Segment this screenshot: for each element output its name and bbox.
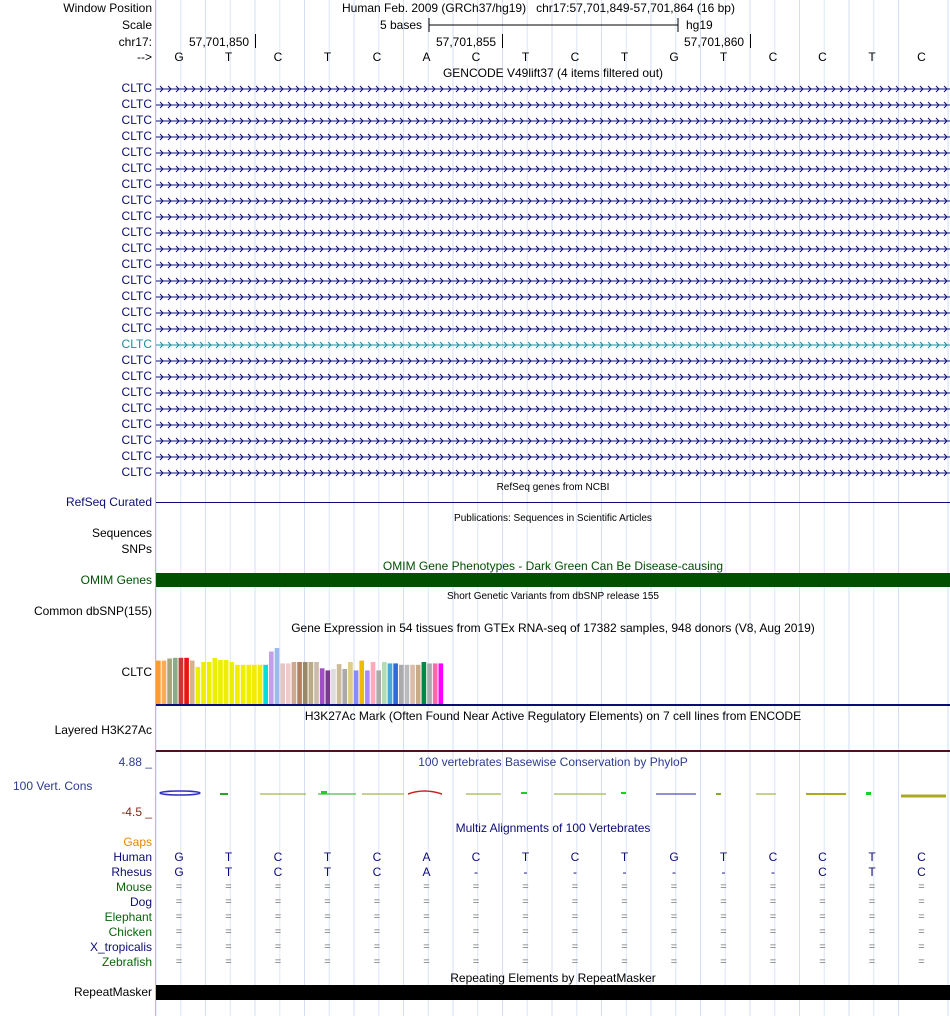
- base-letter: T: [620, 50, 629, 64]
- alignment-base: =: [769, 881, 777, 893]
- alignment-base: -: [771, 865, 775, 879]
- alignment-base: C: [917, 865, 926, 879]
- phylop-min-value: -4.5 _: [121, 805, 152, 819]
- gencode-transcript-feature[interactable]: [156, 275, 950, 287]
- alignment-base: =: [670, 881, 678, 893]
- gtex-tissue-bar[interactable]: [365, 670, 370, 704]
- alignment-base: =: [571, 926, 579, 938]
- gencode-transcript-label[interactable]: CLTC: [121, 273, 152, 287]
- alignment-base: =: [522, 881, 529, 893]
- alignment-base: =: [225, 881, 232, 893]
- alignment-base: =: [225, 911, 232, 923]
- h3k27ac-track-label[interactable]: Layered H3K27Ac: [54, 723, 152, 737]
- gtex-tissue-bar[interactable]: [229, 662, 234, 704]
- gencode-transcript-feature[interactable]: [156, 435, 950, 447]
- gencode-transcript-label[interactable]: CLTC: [121, 353, 152, 367]
- base-letter: T: [521, 50, 530, 64]
- alignment-base: =: [472, 881, 480, 893]
- alignment-base: C: [768, 850, 778, 864]
- gtex-tissue-bar[interactable]: [258, 665, 263, 704]
- omim-track-label[interactable]: OMIM Genes: [80, 573, 152, 587]
- alignment-base: =: [225, 896, 232, 908]
- alignment-base: =: [868, 956, 876, 968]
- species-label[interactable]: X_tropicalis: [89, 940, 152, 954]
- alignment-base: -: [474, 865, 478, 879]
- gtex-tissue-bar[interactable]: [173, 658, 178, 704]
- alignment-base: =: [324, 911, 331, 923]
- multiz-track-title: Multiz Alignments of 100 Vertebrates: [455, 821, 651, 835]
- gtex-track-title: Gene Expression in 54 tissues from GTEx RNA-seq of 17382 samples, 948 donors (V8, Aug 2019): [291, 621, 815, 635]
- alignment-base: =: [472, 911, 480, 923]
- gtex-tissue-bar[interactable]: [326, 670, 331, 704]
- gtex-tissue-bar[interactable]: [201, 662, 206, 704]
- alignment-base: =: [621, 881, 628, 893]
- base-letter: C: [917, 50, 926, 64]
- alignment-base: A: [422, 865, 431, 879]
- alignment-base: T: [521, 850, 530, 864]
- chrom-label: chr17:: [118, 35, 152, 49]
- alignment-base: =: [373, 911, 381, 923]
- base-letter: T: [323, 50, 332, 64]
- gencode-transcript-feature[interactable]: [156, 291, 950, 303]
- coord-tick: [750, 34, 751, 48]
- gencode-transcript-feature[interactable]: [156, 339, 950, 351]
- gtex-tissue-bar[interactable]: [331, 669, 336, 704]
- gencode-transcript-feature[interactable]: [156, 131, 950, 143]
- gencode-transcript-feature[interactable]: [156, 243, 950, 255]
- alignment-base: =: [324, 941, 331, 953]
- alignment-base: =: [621, 941, 628, 953]
- coord-label: 57,701,855: [436, 35, 497, 49]
- gtex-tissue-bar[interactable]: [342, 669, 347, 704]
- alignment-base: =: [274, 956, 282, 968]
- gtex-tissue-bar[interactable]: [280, 663, 285, 704]
- gaps-label: Gaps: [123, 835, 152, 849]
- gencode-transcript-label[interactable]: CLTC: [121, 401, 152, 415]
- position-text: chr17:57,701,849-57,701,864 (16 bp): [536, 1, 735, 15]
- alignment-base: =: [324, 956, 331, 968]
- alignment-base: =: [670, 896, 678, 908]
- alignment-base: =: [720, 941, 727, 953]
- gtex-tissue-bar[interactable]: [235, 665, 240, 704]
- alignment-base: =: [621, 956, 628, 968]
- alignment-base: -: [573, 865, 577, 879]
- scale-label: Scale: [121, 18, 152, 32]
- gtex-tissue-bar[interactable]: [156, 661, 161, 704]
- alignment-base: T: [323, 865, 332, 879]
- gencode-transcript-feature[interactable]: [156, 115, 950, 127]
- coord-tick: [255, 34, 256, 48]
- alignment-base: =: [423, 956, 430, 968]
- gencode-transcript-feature[interactable]: [156, 83, 950, 95]
- alignment-base: G: [174, 850, 184, 864]
- alignment-base: C: [818, 865, 827, 879]
- base-letter: T: [719, 50, 728, 64]
- base-letter: G: [174, 50, 184, 64]
- alignment-base: =: [720, 881, 727, 893]
- gencode-transcript-feature[interactable]: [156, 355, 950, 367]
- alignment-base: =: [373, 956, 381, 968]
- alignment-base: -: [672, 865, 676, 879]
- alignment-base: =: [472, 896, 480, 908]
- gtex-tissue-bar[interactable]: [286, 663, 291, 704]
- gencode-transcript-feature[interactable]: [156, 227, 950, 239]
- alignment-base: =: [571, 941, 579, 953]
- alignment-base: =: [868, 926, 876, 938]
- gtex-tissue-bar[interactable]: [427, 663, 432, 704]
- gtex-tissue-bar[interactable]: [218, 660, 223, 704]
- alignment-base: =: [819, 881, 826, 893]
- base-letter: C: [768, 50, 778, 64]
- alignment-base: =: [423, 911, 430, 923]
- alignment-base: =: [769, 896, 777, 908]
- alignment-base: =: [769, 926, 777, 938]
- alignment-base: =: [522, 926, 529, 938]
- alignment-base: =: [225, 926, 232, 938]
- gtex-tissue-bar[interactable]: [179, 658, 184, 704]
- alignment-base: -: [523, 865, 528, 879]
- species-label[interactable]: Human: [113, 850, 152, 864]
- alignment-base: =: [819, 896, 826, 908]
- coord-tick: [502, 34, 503, 48]
- gtex-tissue-bar[interactable]: [382, 662, 387, 704]
- gencode-transcript-label[interactable]: CLTC: [121, 113, 152, 127]
- alignment-base: =: [621, 911, 628, 923]
- gtex-tissue-bar[interactable]: [162, 661, 167, 704]
- alignment-base: =: [769, 911, 777, 923]
- gencode-transcript-feature[interactable]: [156, 99, 950, 111]
- alignment-base: =: [918, 956, 925, 968]
- gtex-tissue-bar[interactable]: [190, 661, 195, 704]
- phylop-track-label[interactable]: 100 Vert. Cons: [13, 779, 93, 793]
- alignment-base: -: [721, 865, 726, 879]
- gencode-transcript-label[interactable]: CLTC: [121, 465, 152, 479]
- alignment-base: T: [224, 850, 233, 864]
- alignment-base: =: [868, 911, 876, 923]
- alignment-base: =: [670, 941, 678, 953]
- phylop-track-title: 100 vertebrates Basewise Conservation by PhyloP: [418, 755, 688, 769]
- gencode-transcript-label[interactable]: CLTC: [121, 177, 152, 191]
- alignment-base: =: [720, 896, 727, 908]
- gtex-tissue-bar[interactable]: [416, 665, 421, 704]
- alignment-base: T: [719, 850, 728, 864]
- gtex-tissue-bar[interactable]: [348, 662, 353, 704]
- gencode-transcript-label[interactable]: CLTC: [121, 369, 152, 383]
- alignment-base: =: [720, 956, 727, 968]
- repeatmasker-track-title: Repeating Elements by RepeatMasker: [450, 971, 656, 985]
- refseq-feature-line[interactable]: [156, 502, 950, 503]
- gtex-tissue-bar[interactable]: [167, 659, 172, 705]
- species-label[interactable]: Mouse: [115, 880, 152, 894]
- gtex-tissue-bar[interactable]: [184, 658, 189, 704]
- alignment-base: =: [274, 926, 282, 938]
- gtex-tissue-bar[interactable]: [252, 665, 257, 704]
- alignment-base: =: [472, 956, 480, 968]
- gencode-transcript-feature[interactable]: [156, 451, 950, 463]
- alignment-base: =: [819, 956, 826, 968]
- base-letter: C: [570, 50, 580, 64]
- alignment-base: =: [720, 926, 727, 938]
- species-label[interactable]: Elephant: [104, 910, 152, 924]
- gencode-transcript-feature[interactable]: [156, 387, 950, 399]
- alignment-base: C: [917, 850, 926, 864]
- gtex-tissue-bar[interactable]: [314, 662, 319, 704]
- alignment-base: =: [670, 926, 678, 938]
- base-letter: A: [422, 50, 431, 64]
- alignment-base: T: [868, 850, 876, 864]
- alignment-base: C: [372, 865, 382, 879]
- gtex-tissue-bar[interactable]: [320, 668, 325, 704]
- publications-track-title: Publications: Sequences in Scientific Articles: [454, 513, 652, 524]
- refseq-track-label[interactable]: RefSeq Curated: [65, 495, 152, 509]
- gtex-tissue-bar[interactable]: [196, 667, 201, 704]
- alignment-base: =: [175, 926, 183, 938]
- alignment-base: =: [274, 941, 282, 953]
- alignment-base: =: [324, 881, 331, 893]
- base-letter: T: [868, 50, 876, 64]
- alignment-base: =: [918, 881, 925, 893]
- gencode-transcript-feature[interactable]: [156, 419, 950, 431]
- gencode-transcript-label[interactable]: CLTC: [121, 337, 152, 351]
- gencode-transcript-feature[interactable]: [156, 259, 950, 271]
- alignment-base: C: [372, 850, 382, 864]
- alignment-base: =: [423, 896, 430, 908]
- alignment-base: =: [868, 896, 876, 908]
- gencode-transcript-label[interactable]: CLTC: [121, 257, 152, 271]
- scale-bar: [428, 17, 680, 33]
- gtex-tissue-bar[interactable]: [410, 665, 415, 704]
- gencode-transcript-feature[interactable]: [156, 323, 950, 335]
- gtex-track-label[interactable]: CLTC: [121, 665, 152, 679]
- gtex-tissue-bar[interactable]: [371, 662, 376, 704]
- alignment-base: =: [522, 941, 529, 953]
- alignment-base: =: [868, 941, 876, 953]
- alignment-base: =: [571, 956, 579, 968]
- alignment-base: =: [225, 941, 232, 953]
- gencode-transcript-label[interactable]: CLTC: [121, 81, 152, 95]
- dbsnp-track-label[interactable]: Common dbSNP(155): [33, 604, 152, 618]
- gencode-transcript-label[interactable]: CLTC: [121, 161, 152, 175]
- alignment-base: =: [621, 926, 628, 938]
- gencode-transcript-label[interactable]: CLTC: [121, 417, 152, 431]
- gencode-transcript-label[interactable]: CLTC: [121, 449, 152, 463]
- alignment-base: =: [373, 941, 381, 953]
- gencode-transcript-feature[interactable]: [156, 147, 950, 159]
- alignment-base: =: [274, 911, 282, 923]
- alignment-base: T: [620, 850, 629, 864]
- gtex-tissue-bar[interactable]: [354, 670, 359, 704]
- alignment-base: =: [324, 896, 331, 908]
- alignment-base: C: [273, 865, 283, 879]
- alignment-base: =: [175, 956, 183, 968]
- alignment-base: T: [224, 865, 233, 879]
- alignment-base: =: [571, 881, 579, 893]
- gtex-tissue-bar[interactable]: [213, 658, 218, 704]
- alignment-base: =: [769, 941, 777, 953]
- alignment-base: =: [373, 926, 381, 938]
- gtex-tissue-bar[interactable]: [224, 660, 229, 704]
- omim-feature-bar[interactable]: [156, 573, 950, 587]
- alignment-base: =: [522, 896, 529, 908]
- alignment-base: =: [472, 926, 480, 938]
- alignment-base: =: [522, 956, 529, 968]
- gencode-transcript-feature[interactable]: [156, 211, 950, 223]
- omim-track-title: OMIM Gene Phenotypes - Dark Green Can Be Disease-causing: [382, 559, 724, 573]
- assembly-name: Human Feb. 2009 (GRCh37/hg19): [342, 1, 527, 15]
- gtex-tissue-bar[interactable]: [405, 665, 410, 704]
- gencode-transcript-feature[interactable]: [156, 307, 950, 319]
- phylop-max-value: 4.88 _: [118, 755, 152, 769]
- alignment-base: C: [273, 850, 283, 864]
- alignment-base: A: [422, 850, 431, 864]
- alignment-base: =: [324, 926, 331, 938]
- alignment-base: =: [472, 941, 480, 953]
- alignment-base: C: [471, 850, 481, 864]
- alignment-base: =: [621, 896, 628, 908]
- alignment-base: =: [918, 941, 925, 953]
- alignment-base: T: [323, 850, 332, 864]
- gencode-transcript-label[interactable]: CLTC: [121, 97, 152, 111]
- alignment-base: =: [769, 956, 777, 968]
- alignment-base: T: [868, 865, 876, 879]
- gencode-transcript-label[interactable]: CLTC: [121, 385, 152, 399]
- alignment-base: G: [669, 850, 679, 864]
- gtex-tissue-bar[interactable]: [376, 670, 381, 704]
- gencode-transcript-label[interactable]: CLTC: [121, 321, 152, 335]
- gencode-transcript-label[interactable]: CLTC: [121, 193, 152, 207]
- gtex-tissue-bar[interactable]: [207, 662, 212, 704]
- alignment-base: G: [174, 865, 184, 879]
- gtex-tissue-bar[interactable]: [297, 662, 302, 704]
- alignment-base: =: [423, 881, 430, 893]
- species-label[interactable]: Dog: [129, 895, 152, 909]
- alignment-base: =: [670, 956, 678, 968]
- alignment-base: =: [175, 911, 183, 923]
- coord-label: 57,701,860: [684, 35, 745, 49]
- gencode-transcript-feature[interactable]: [156, 371, 950, 383]
- gencode-transcript-label[interactable]: CLTC: [121, 241, 152, 255]
- refseq-track-title: RefSeq genes from NCBI: [496, 482, 610, 493]
- alignment-base: =: [571, 896, 579, 908]
- gencode-transcript-label[interactable]: CLTC: [121, 433, 152, 447]
- gencode-transcript-feature[interactable]: [156, 179, 950, 191]
- window-position-label: Window Position: [63, 1, 152, 15]
- scale-text: 5 bases: [380, 18, 423, 32]
- gtex-tissue-bar[interactable]: [422, 662, 427, 704]
- alignment-base: =: [175, 896, 183, 908]
- base-letter: C: [273, 50, 283, 64]
- alignment-base: =: [918, 896, 925, 908]
- alignment-base: =: [819, 911, 826, 923]
- gtex-tissue-bar[interactable]: [246, 665, 251, 704]
- gtex-tissue-bar[interactable]: [433, 663, 438, 704]
- alignment-base: =: [225, 956, 232, 968]
- db-name: hg19: [686, 18, 713, 32]
- gencode-transcript-label[interactable]: CLTC: [121, 289, 152, 303]
- repeatmasker-track-label[interactable]: RepeatMasker: [73, 985, 152, 999]
- gencode-transcript-feature[interactable]: [156, 163, 950, 175]
- alignment-base: =: [274, 896, 282, 908]
- assembly-text: [342, 1, 735, 15]
- gtex-tissue-bar[interactable]: [292, 662, 297, 704]
- h3k27ac-track-title: H3K27Ac Mark (Often Found Near Active Regulatory Elements) on 7 cell lines from ENCODE: [304, 709, 802, 723]
- base-letter: C: [372, 50, 382, 64]
- alignment-base: =: [175, 941, 183, 953]
- alignment-base: =: [819, 941, 826, 953]
- gencode-track-title: GENCODE V49lift37 (4 items filtered out): [442, 66, 664, 80]
- species-label[interactable]: Rhesus: [111, 865, 152, 879]
- alignment-base: =: [670, 911, 678, 923]
- alignment-base: =: [423, 926, 430, 938]
- alignment-base: =: [868, 881, 876, 893]
- base-letter: C: [471, 50, 481, 64]
- gencode-transcript-label[interactable]: CLTC: [121, 225, 152, 239]
- gencode-transcript-feature[interactable]: [156, 467, 950, 479]
- species-label[interactable]: Zebrafish: [101, 955, 152, 969]
- gtex-tissue-bar[interactable]: [439, 663, 444, 704]
- alignment-base: =: [373, 881, 381, 893]
- alignment-base: =: [918, 926, 925, 938]
- alignment-base: =: [918, 911, 925, 923]
- dbsnp-track-title: Short Genetic Variants from dbSNP release 155: [447, 591, 659, 602]
- gtex-tissue-bar[interactable]: [309, 662, 314, 704]
- gencode-transcript-label[interactable]: CLTC: [121, 305, 152, 319]
- alignment-base: -: [622, 865, 627, 879]
- base-letter: G: [669, 50, 679, 64]
- alignment-base: =: [819, 926, 826, 938]
- gtex-tissue-bar[interactable]: [393, 663, 398, 704]
- alignment-base: =: [274, 881, 282, 893]
- alignment-base: =: [175, 881, 183, 893]
- alignment-base: C: [570, 850, 580, 864]
- phylop-signal[interactable]: [156, 784, 950, 804]
- base-letter: C: [818, 50, 827, 64]
- gencode-transcript-label[interactable]: CLTC: [121, 145, 152, 159]
- alignment-base: =: [522, 911, 529, 923]
- gencode-transcript-feature[interactable]: [156, 403, 950, 415]
- publications-sequences-label[interactable]: Sequences: [91, 526, 152, 540]
- gtex-tissue-bar[interactable]: [399, 665, 404, 704]
- species-label[interactable]: Chicken: [108, 925, 152, 939]
- gencode-transcript-feature[interactable]: [156, 195, 950, 207]
- strand-label: -->: [137, 50, 152, 64]
- gencode-transcript-label[interactable]: CLTC: [121, 209, 152, 223]
- gtex-tissue-bar[interactable]: [275, 648, 280, 704]
- alignment-base: =: [423, 941, 430, 953]
- gtex-tissue-bar[interactable]: [337, 664, 342, 704]
- gtex-tissue-bar[interactable]: [303, 662, 308, 704]
- alignment-base: =: [720, 911, 727, 923]
- repeatmasker-feature-bar[interactable]: [156, 985, 950, 1000]
- alignment-base: C: [818, 850, 827, 864]
- coord-label: 57,701,850: [189, 35, 250, 49]
- gtex-tissue-bar[interactable]: [388, 663, 393, 704]
- h3k27ac-signal-line[interactable]: [156, 750, 950, 752]
- gencode-transcript-label[interactable]: CLTC: [121, 129, 152, 143]
- publications-snps-label[interactable]: SNPs: [121, 542, 152, 556]
- gtex-tissue-bar[interactable]: [263, 665, 268, 704]
- alignment-base: =: [373, 896, 381, 908]
- gtex-tissue-bar[interactable]: [269, 652, 274, 705]
- alignment-base: =: [571, 911, 579, 923]
- gtex-bar-chart[interactable]: [156, 634, 950, 706]
- gtex-tissue-bar[interactable]: [359, 661, 364, 704]
- base-letter: T: [224, 50, 233, 64]
- gtex-tissue-bar[interactable]: [241, 665, 246, 704]
